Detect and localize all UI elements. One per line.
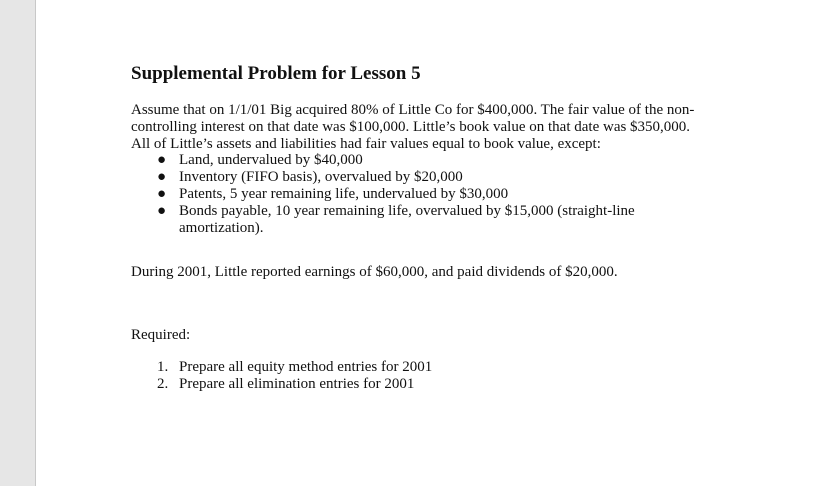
intro-line: All of Little’s assets and liabilities had fair values equal to book value, except: [131,136,601,152]
left-margin-gutter [0,0,36,486]
bullet-text: Inventory (FIFO basis), overvalued by $20,000 [179,169,463,185]
item-text: Prepare all equity method entries for 2001 [179,359,433,375]
bullet-item [157,152,363,169]
earnings-text: During 2001, Little reported earnings of $60,000, and paid dividends of $20,000. [131,264,618,280]
intro-line: controlling interest on that date was $100,000. Little’s book value on that date was $350,000. [131,119,691,135]
bullet-item [157,169,463,186]
required-item [157,376,415,393]
document-title: Supplemental Problem for Lesson 5 [131,63,421,84]
required-label: Required: [131,327,191,343]
bullet-text-continued: amortization). [179,220,264,236]
bullet-icon: ● [157,169,167,185]
bullet-item [157,203,635,237]
item-number: 2. [157,376,169,392]
item-number: 1. [157,359,169,375]
bullet-text: Land, undervalued by $40,000 [179,152,363,168]
required-item [157,359,433,376]
bullet-icon: ● [157,186,167,202]
intro-line: Assume that on 1/1/01 Big acquired 80% of Little Co for $400,000. The fair value of the non- [131,102,695,118]
item-text: Prepare all elimination entries for 2001 [179,376,415,392]
bullet-item [157,186,509,203]
bullet-icon: ● [157,203,167,219]
bullet-text: Patents, 5 year remaining life, undervalued by $30,000 [179,186,509,202]
bullet-text: Bonds payable, 10 year remaining life, overvalued by $15,000 (straight-line [179,203,635,219]
bullet-icon: ● [157,152,167,168]
